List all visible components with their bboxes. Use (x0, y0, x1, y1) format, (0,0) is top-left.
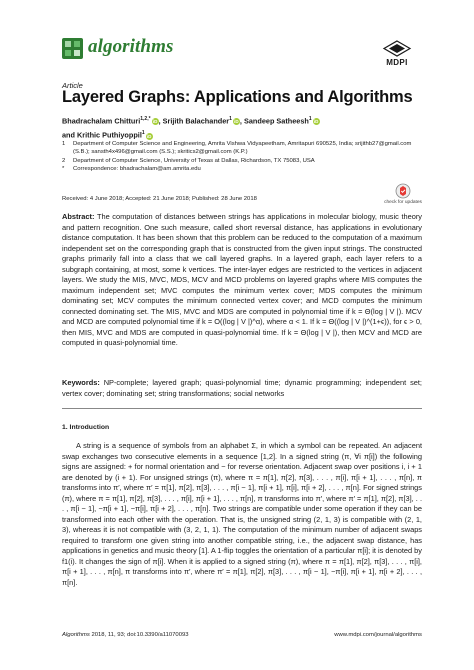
body-text (62, 441, 422, 588)
check-updates-badge[interactable] (384, 183, 422, 206)
keywords (62, 378, 422, 399)
author-name: Bhadrachalam Chitturi (62, 116, 141, 126)
footer-url[interactable]: www.mdpi.com/journal/algorithms (334, 632, 422, 638)
author-superscript: 1 (308, 116, 312, 122)
publisher-name: MDPI (386, 58, 408, 67)
affiliation-text: Department of Computer Science and Engineering, Amrita Vishwa Vidyapeetham, Amritapuri 690525, India; srijithb27@gmail.com (S.B.); sansth4x496@gmail.com (S.S.); skritics2@gmail.com (K.P.) (73, 141, 412, 156)
affiliation-item (62, 165, 412, 173)
affiliation-text: Correspondence: bhadrachalam@am.amrita.edu (73, 166, 201, 173)
check-updates-icon (395, 183, 411, 199)
orcid-icon[interactable]: iD (234, 119, 239, 125)
author-superscript: 1 (141, 130, 145, 137)
affiliation-marker: * (62, 166, 65, 173)
abstract-text: The computation of distances between strings has applications in molecular biology, music theory and pattern recognition. One such measure, called short reversal distance, has applications in evolutionary distance computation. It has been shown that this problem can be reduced to the computation of a maximum independent set on the corresponding graph that is constructed from the given input strings. The constructed graphs primarily fall into a class that we call layered graphs. In a layered graph, each layer refers to a subgraph containing, at most, some k vertices. The inter-layer edges are restricted to the vertices in adjacent layers. We study the MIS, MVC, MDS, MCV and MCD problems on layered graphs where MIS computes the maximum independent set; MVC computes the minimum vertex cover; MDS computes the minimum dominating set; MCV computes the minimum connected vertex cover; and MCD computes the minimum connected dominating set. The MIS, MVC and MDS are computed in polynomial time if k = Θ(log | V |). MCV and MCD are computed polynomial time if k = O((log | V |)^α), where α < 1. If k = Θ((log | V |)^(1+ϵ)), for ϵ > 0, then MIS, MVC and MDS are computed in quasi-polynomial time. If k = Θ(log | V |), then MCV and MCD are computed in quasi-polynomial time. (62, 212, 422, 347)
paragraph: A string is a sequence of symbols from an alphabet Σ, in which a symbol can be repeated. An adjacent swap exchanges two consecutive elements in a sequence [1,2]. In a signed string (π, ∀i π[i]) the following signs are assigned: + for normal orientation and − for reverse orientation. Adjacent swap over positions i, i + 1 are denoted by (i + 1). For unsigned strings (π), where π = π[1], π[2], π[3], . . . , π[i], π[i + 1], . . . , π[n], π transforms into π′, where π′ = π[1], π[2], π[3], . . . , π[i − 1], π[i + 1], π[i], π[i + 2], . . . , π[n]. For signed strings (π), where π = π[1], π[2], π[3], . . . , π[i], π[i + 1], . . . , π[n], π transforms into π′, where π′ = π[1], π[2], π[3], . . . , π[i − 1], −π[i + 1], −π[i], π[i + 2], . . . , π[n]. Two strings are compatible under some operation if they can be transformed into each other with the operation. That is, the unsigned string (2, 1, 3) is compatible with (2, 1, 3), whereas it is not compatible with (3, 2, 1, 1). The computation of the minimum number of adjacent swaps required to transform one given string into another compatible string, i.e., the adjacent swap distance, has applications in genetics and music theory [1]. A 1-flip toggles the orientation of a particular π[i]; it is denoted by f1(i). It changes the sign of π[i]. When it is applied to a signed string (π), where π = π[1], π[2], π[3], . . . , π[i], π[i + 1], . . . , π[n], π transforms into π′, where π′ = π[1], π[2], π[3], . . . , π[i − 1], −π[i], π[i + 1], π[i + 2], . . . , π[n]. (62, 441, 422, 587)
orcid-icon[interactable]: iD (313, 119, 319, 125)
check-updates-label: check for updates (384, 200, 422, 205)
journal-logo (62, 38, 83, 59)
footer-citation (62, 632, 189, 638)
keywords-label: Keywords: (62, 378, 100, 387)
article-title: Layered Graphs: Applications and Algorithms (62, 88, 413, 106)
article-type: Article (62, 81, 83, 90)
article-dates: Received: 4 June 2018; Accepted: 21 June 2018; Published: 28 June 2018 (62, 196, 257, 202)
author-list: Bhadrachalam Chitturi$^{1,2,*}$ iD, Srijith Balachander$^1$ iD, Sandeep Satheesh$^1$ iD and Krithic Puthiyoppil$^1$ iD (62, 116, 319, 140)
footer-citation-text: 2018, 11, 93; doi:10.3390/a11070093 (91, 632, 189, 638)
orcid-icon[interactable]: iD (146, 133, 152, 139)
abstract-label: Abstract: (62, 212, 95, 221)
affiliation-item (62, 140, 412, 157)
journal-name: algorithms (88, 36, 174, 57)
author-name: Krithic Puthiyoppil (77, 130, 142, 140)
affiliation-item (62, 157, 412, 165)
mdpi-icon (382, 40, 412, 57)
affiliation-marker: 2 (62, 157, 66, 164)
section-heading: 1. Introduction (62, 424, 110, 431)
affiliations (62, 140, 412, 174)
orcid-icon[interactable]: iD (152, 119, 158, 125)
abstract (62, 212, 422, 349)
author-name: Sandeep Satheesh (243, 116, 309, 126)
affiliation-text: Department of Computer Science, University of Texas at Dallas, Richardson, TX 75083, USA (73, 157, 315, 164)
author-superscript: 1 (229, 116, 232, 122)
author-superscript: 1,2,* (140, 116, 151, 122)
keywords-text: NP-complete; layered graph; quasi-polynomial time; dynamic programming; independent set; vertex cover; dominating set; string transformations; social networks (62, 378, 422, 398)
footer-journal: Algorithms (62, 632, 90, 638)
section-divider (62, 408, 422, 409)
affiliation-marker: 1 (62, 141, 66, 147)
author-name: Srijith Balachander (162, 116, 230, 126)
publisher-logo (382, 40, 412, 67)
